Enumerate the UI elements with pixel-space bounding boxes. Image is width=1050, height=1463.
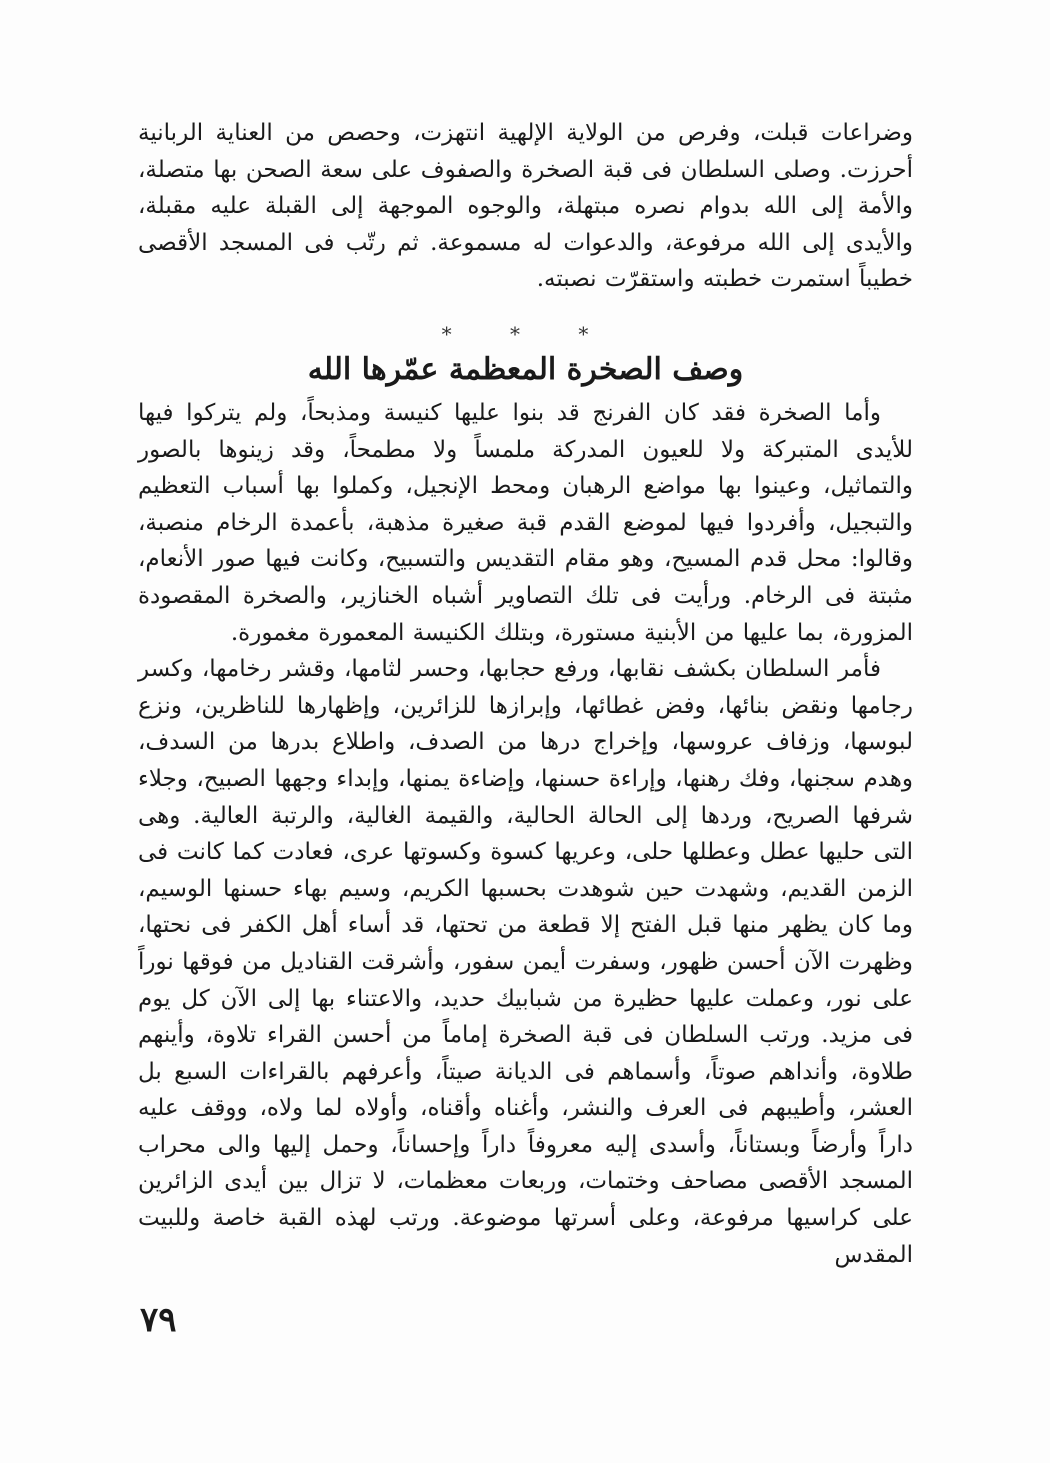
section-divider bbox=[0, 322, 1050, 346]
intro-paragraph-block bbox=[138, 115, 913, 298]
body-text-block bbox=[138, 395, 913, 1273]
section-title: وصف الصخرة المعظمة عمّرها الله bbox=[307, 352, 744, 387]
body-paragraph: وأما الصخرة فقد كان الفرنج قد بنوا عليها كنيسة ومذبحاً، ولم يتركوا فيها للأيدى المتبركة ولا للعيون المدركة ملمساً ولا مطمحاً، وقد زينوها بالصور والتماثيل، وعينوا بها مواضع الرهبان ومحط الإنجيل، وكملوا بها أسباب التعظيم والتبجيل، وأفردوا فيها لموضع القدم قبة صغيرة مذهبة، بأعمدة الرخام منصبة، وقالوا: محل قدم المسيح، وهو مقام التقديس والتسبيح، وكانت فيها صور الأنعام، مثبتة فى الرخام. ورأيت فى تلك التصاوير أشباه الخنازير، والصخرة المقصودة المزورة، بما عليها من الأبنية مستورة، وبتلك الكنيسة المعمورة مغمورة. bbox=[138, 400, 913, 646]
page-number: ٧٩ bbox=[140, 1300, 177, 1340]
divider-star-icon: * bbox=[510, 322, 540, 346]
intro-paragraph: وضراعات قبلت، وفرص من الولاية الإلهية انتهزت، وحصص من العناية الربانية أحرزت. وصلى السلطان فى قبة الصخرة والصفوف على سعة الصحن بها متصلة، والأمة إلى الله بدوام نصره مبتهلة، والوجوه الموجهة إلى القبلة عليه مقبلة، والأيدى إلى الله مرفوعة، والدعوات له مسموعة. ثم رتّب فى المسجد الأقصى خطيباً استمرت خطبته واستقرّت نصبته. bbox=[138, 120, 913, 293]
body-paragraph: فأمر السلطان بكشف نقابها، ورفع حجابها، وحسر لثامها، وقشر رخامها، وكسر رجامها ونقض بنائها، وفض غطائها، وإبرازها للزائرين، وإظهارها للناظرين، ونزع لبوسها، وزفاف عروسها، وإخراج درها من الصدف، واطلاع بدرها من السدف، وهدم سجنها، وفك رهنها، وإراءة حسنها، وإضاءة يمنها، وإبداء وجهها الصبيح، وجلاء شرفها الصريح، وردها إلى الحالة الحالية، والقيمة الغالية، والرتبة العالية. وهى التى حليها عطل وعطلها حلى، وعريها كسوة وكسوتها عرى، فعادت كما كانت فى الزمن القديم، وشهدت حين شوهدت بحسبها الكريم، وسيم بهاء حسنها الوسيم، وما كان يظهر منها قبل الفتح إلا قطعة من تحتها، قد أساء أهل الكفر فى نحتها، وظهرت الآن أحسن ظهور، وسفرت أيمن سفور، وأشرقت القناديل من فوقها نوراً على نور، وعملت عليها حظيرة من شبابيك حديد، والاعتناء بها إلى الآن كل يوم فى مزيد. ورتب السلطان فى قبة الصخرة إماماً من أحسن القراء تلاوة، وأينهم طلاوة، وأنداهم صوتاً، وأسماهم فى الديانة صيتاً، وأعرفهم بالقراءات السبع بل العشر، وأطيبهم فى العرف والنشر، وأغناه وأقناه، وأولاه لما ولاه، ووقف عليه داراً وأرضاً وبستاناً، وأسدى إليه معروفاً داراً وإحساناً، وحمل إليها والى محراب المسجد الأقصى مصاحف وختمات، وربعات معظمات، لا تزال بين أيدى الزائرين على كراسيها مرفوعة، وعلى أسرتها موضوعة. ورتب لهذه القبة خاصة وللبيت المقدس bbox=[138, 656, 913, 1268]
divider-star-icon: * bbox=[578, 322, 609, 346]
divider-star-icon: * bbox=[441, 322, 472, 346]
